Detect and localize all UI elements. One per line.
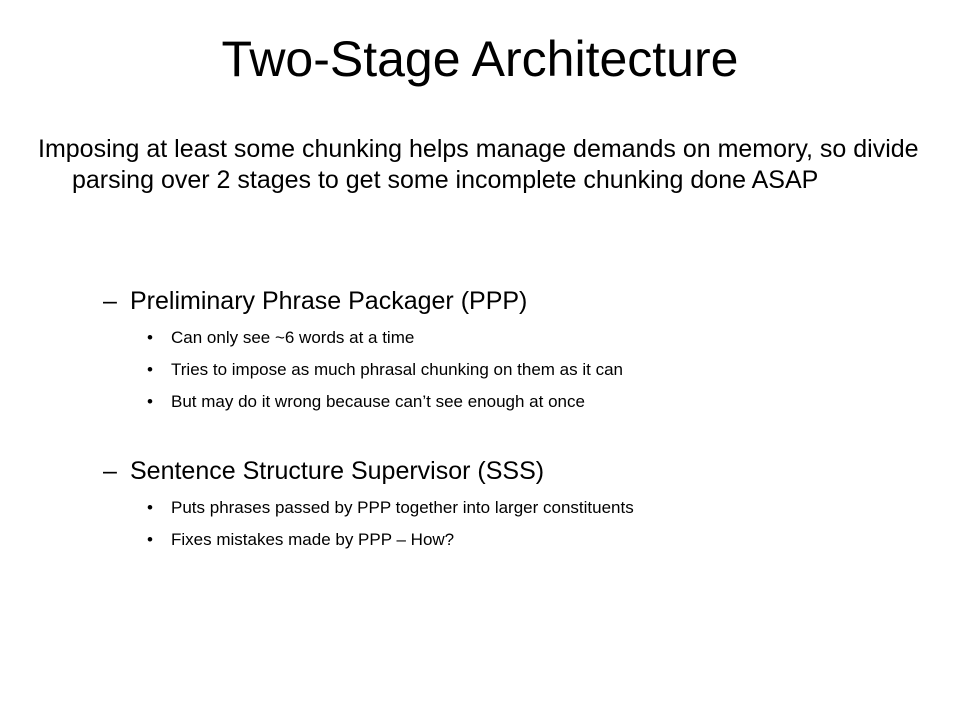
list-item xyxy=(147,498,903,518)
list-item-text: But may do it wrong because can’t see enough at once xyxy=(171,392,585,411)
intro-paragraph: Imposing at least some chunking helps manage demands on memory, so divide parsing over 2 stages to get some incomplete chunking done ASAP xyxy=(38,135,919,194)
list-item-text: Fixes mistakes made by PPP – How? xyxy=(171,530,455,549)
list-item-text: Can only see ~6 words at a time xyxy=(171,328,415,347)
list-item xyxy=(147,360,903,380)
section-heading xyxy=(103,456,903,486)
section-sss xyxy=(103,456,903,550)
list-item xyxy=(147,392,903,412)
list-item-text: Tries to impose as much phrasal chunking on them as it can xyxy=(171,360,623,379)
section-heading xyxy=(103,286,903,316)
list-item xyxy=(147,530,903,550)
bullet-dot: • xyxy=(147,392,153,411)
bullet-list xyxy=(103,498,903,550)
section-heading-text: Sentence Structure Supervisor (SSS) xyxy=(130,457,545,485)
section-ppp xyxy=(103,286,903,412)
dash-marker: – xyxy=(103,287,117,315)
bullet-dot: • xyxy=(147,360,153,379)
bullet-dot: • xyxy=(147,498,153,517)
bullet-dot: • xyxy=(147,328,153,347)
section-heading-text: Preliminary Phrase Packager (PPP) xyxy=(130,287,528,315)
list-item xyxy=(147,328,903,348)
list-item-text: Puts phrases passed by PPP together into larger constituents xyxy=(171,498,634,517)
bullet-list xyxy=(103,328,903,412)
slide-title: Two-Stage Architecture xyxy=(221,31,739,87)
bullet-dot: • xyxy=(147,530,153,549)
dash-marker: – xyxy=(103,457,117,485)
